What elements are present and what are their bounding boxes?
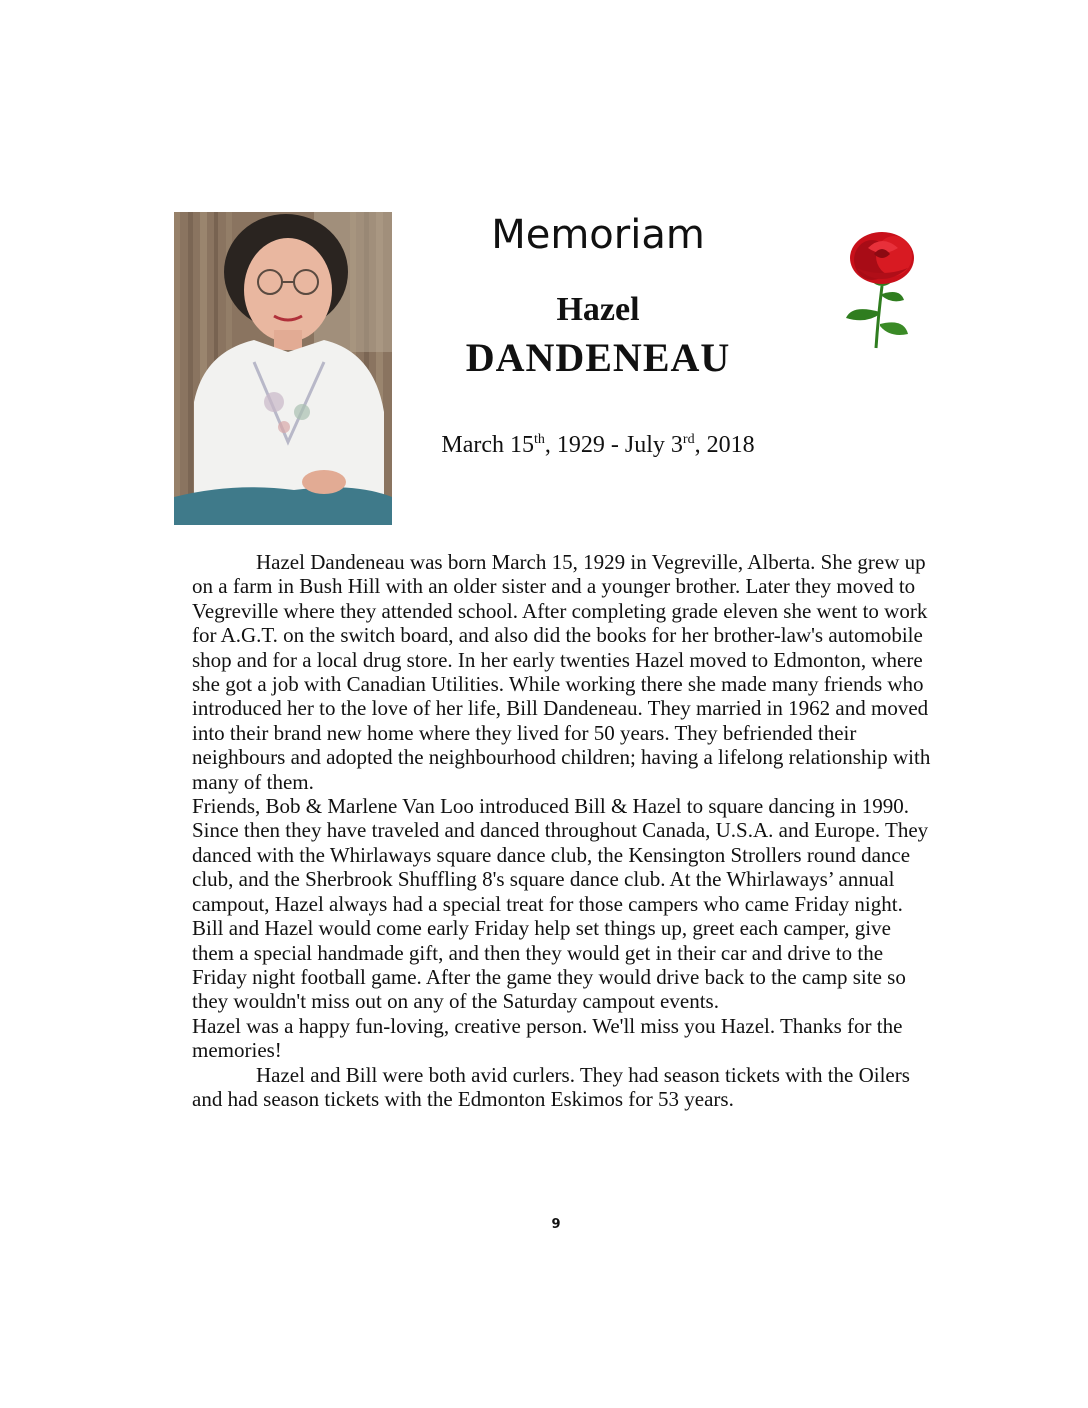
rose-icon	[842, 228, 942, 352]
birth-suffix: th	[534, 432, 545, 447]
paragraph-curling: Hazel and Bill were both avid curlers. They had season tickets with the Oilers and had season tickets with the Edmonton Eskimos for 53 years.	[192, 1062, 910, 1111]
obituary-body	[192, 550, 932, 1111]
paragraph-square-dancing: Friends, Bob & Marlene Van Loo introduced Bill & Hazel to square dancing in 1990. Since then they have traveled and danced throughout Canada, U.S.A. and Europe. They danced with the Whirlaways square dance club, the Kensington Strollers round dance club, and the Sherbrook Shuffling 8's square dance club. At the Whirlaways’ annual campout, Hazel always had a special treat for those campers who came Friday night. Bill and Hazel would come early Friday help set things up, greet each camper, give them a special handmade gift, and then they would get in their car and drive to the Friday night football game. After the game they would drive back to the camp site so they wouldn't miss out on any of the Saturday campout events.	[192, 794, 929, 1014]
portrait-photo	[174, 212, 392, 525]
last-name: DANDENEAU	[465, 335, 731, 380]
paragraph-early-life: Hazel Dandeneau was born March 15, 1929 in Vegreville, Alberta. She grew up on a farm in Bush Hill with an older sister and a younger brother. Later they moved to Vegreville where they attended school. After completing grade eleven she went to work for A.G.T. on the switch board, and also did the books for her brother-law's automobile shop and for a local drug store. In her early twenties Hazel moved to Edmonton, where she got a job with Canadian Utilities. While working there she made many friends who introduced her to the love of her life, Bill Dandeneau. They married in 1962 and moved into their brand new home where they lived for 50 years. They befriended their neighbours and adopted the neighbourhood children; having a lifelong relationship with many of them.	[192, 550, 931, 794]
page-number: 9	[551, 1217, 561, 1232]
paragraph-tribute: Hazel was a happy fun-loving, creative person. We'll miss you Hazel. Thanks for the memories!	[192, 1013, 903, 1063]
memoriam-title: Memoriam	[491, 212, 705, 258]
birth-day: March 15	[441, 432, 535, 458]
death-year: , 2018	[694, 432, 755, 458]
first-name: Hazel	[556, 291, 640, 328]
life-dates	[420, 428, 776, 462]
birth-year-and-death-day: , 1929 - July 3	[544, 432, 683, 458]
death-suffix: rd	[682, 432, 695, 447]
